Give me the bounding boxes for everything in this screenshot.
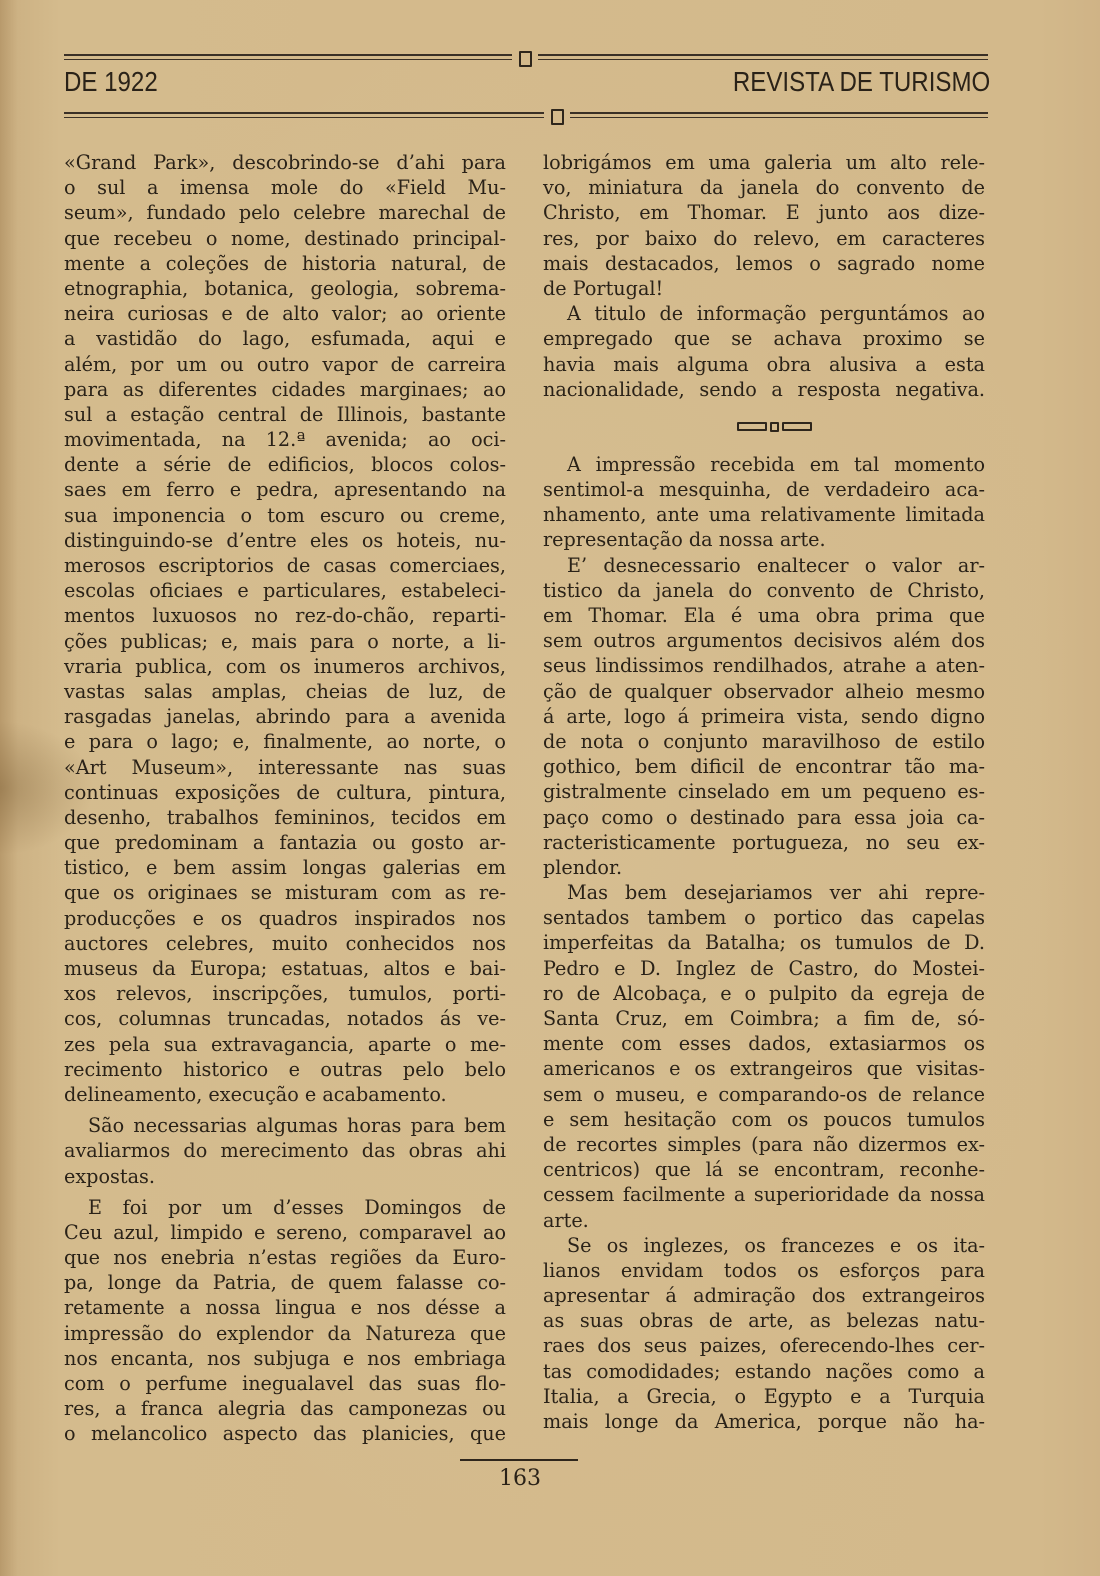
text-line: xos relevos, inscripções, tumulos, porti- <box>64 982 506 1006</box>
text-line: sem outros argumentos decisivos além dos <box>543 629 985 653</box>
text-line: paço como o destinado para essa joia ca- <box>543 805 985 829</box>
text-line: vo, miniatura da janela do convento de <box>543 176 985 200</box>
text-line: nhamento, ante uma relativamente limitada <box>543 503 985 527</box>
text-line: que predominam a fantazia ou gosto ar- <box>64 831 506 855</box>
text-line: tistico, e bem assim longas galerias em <box>64 856 506 880</box>
text-line: expostas. <box>64 1164 155 1188</box>
text-line: tas comodidades; estando nações como a <box>543 1359 985 1383</box>
text-line: ções publicas; e, mais para o norte, a li- <box>64 629 506 653</box>
text-line: Santa Cruz, em Coimbra; a fim de, só- <box>543 1007 985 1030</box>
text-line: com o perfume inegualavel das suas flo- <box>64 1372 506 1395</box>
text-line: racteristicamente portugueza, no seu ex- <box>543 830 985 854</box>
text-line: vraria publica, com os inumeros archivos, <box>64 654 506 678</box>
text-line: a vastidão do lago, esfumada, aqui e <box>64 327 506 351</box>
text-line: cos, columnas truncadas, notados ás ve- <box>64 1007 506 1031</box>
text-line: mentos luxuosos no rez-do-chão, reparti- <box>64 604 506 628</box>
text-line: etnographia, botanica, geologia, sobrema- <box>64 276 506 300</box>
right-column <box>543 150 985 1434</box>
text-line: sem o museu, e comparando-os de relance <box>543 1082 985 1106</box>
running-header-date: DE 1922 <box>64 66 158 97</box>
text-line: para as diferentes cidades marginaes; ao <box>64 377 506 401</box>
text-line: avaliarmos do merecimento das obras ahi <box>64 1139 506 1163</box>
text-line: dente a série de edificios, blocos colos- <box>64 453 506 477</box>
paragraph <box>543 301 985 402</box>
text-line: e sem hesitação com os poucos tumulos <box>543 1107 985 1131</box>
left-column <box>64 150 506 1447</box>
text-line: apresentar á admiração dos extrangeiros <box>543 1284 985 1308</box>
text-line: recimento historico e outras pelo belo <box>64 1057 506 1081</box>
text-line: sentimol-a mesquinha, de verdadeiro aca- <box>543 478 985 502</box>
text-line: res, por baixo do relevo, em caracteres <box>543 226 985 250</box>
text-line: pa, longe da Patria, de quem falasse co- <box>64 1271 506 1295</box>
text-line: mente com esses dados, extasiarmos os <box>543 1032 985 1056</box>
text-line: gothico, bem dificil de encontrar tão ma- <box>543 755 985 779</box>
text-line: A titulo de informação perguntámos ao <box>567 302 985 326</box>
text-line: nos encanta, nos subjuga e nos embriaga <box>64 1346 506 1370</box>
text-line: tistico da janela do convento de Christo, <box>543 578 985 602</box>
text-line: São necessarias algumas horas para bem <box>88 1114 506 1138</box>
text-line: Italia, a Grecia, o Egypto e a Turquia <box>543 1384 985 1408</box>
rule-ornament-icon <box>551 109 564 125</box>
rule-ornament-icon <box>519 51 532 67</box>
text-line: nacionalidade, sendo a resposta negativa. <box>543 377 985 401</box>
text-line: neira curiosas e de alto valor; ao oriente <box>64 302 506 326</box>
text-line: de nota o conjunto maravilhoso de estilo <box>543 729 985 753</box>
paragraph <box>543 452 985 553</box>
text-line: escolas oficiaes e particulares, estabeleci- <box>64 579 506 603</box>
text-line: ção de qualquer observador alheio mesmo <box>543 679 985 703</box>
text-line: zes pela sua extravagancia, aparte o me- <box>64 1032 506 1056</box>
text-line: o sul a imensa mole do «Field Mu- <box>64 176 506 200</box>
text-line: em Thomar. Ela é uma obra prima que <box>543 604 985 627</box>
text-line: sua imponencia o tom escuro ou creme, <box>64 503 506 527</box>
text-line: desenho, trabalhos femininos, tecidos em <box>64 805 506 829</box>
header-rule-bottom <box>64 112 988 120</box>
text-line: Mas bem desejariamos ver ahi repre- <box>567 881 985 905</box>
text-line: que nos enebria n’estas regiões da Euro- <box>64 1246 506 1270</box>
header-rule-top <box>64 54 988 62</box>
text-line: sul a estação central de Illinois, bastante <box>64 402 506 426</box>
page-number: 163 <box>499 1466 541 1491</box>
text-line: museus da Europa; estatuas, altos e bai- <box>64 957 506 980</box>
text-line: de recortes simples (para não dizermos ex- <box>543 1132 985 1156</box>
text-line: arte. <box>543 1208 589 1232</box>
text-line: merosos escriptorios de casas comerciaes, <box>64 554 506 577</box>
text-line: «Art Museum», interessante nas suas <box>64 755 506 779</box>
text-line: «Grand Park», descobrindo-se d’ahi para <box>64 151 506 174</box>
text-line: saes em ferro e pedra, apresentando na <box>64 478 506 502</box>
text-line: rasgadas janelas, abrindo para a avenida <box>64 705 506 729</box>
text-line: sentados tambem o portico das capelas <box>543 906 985 930</box>
text-line: além, por um ou outro vapor de carreira <box>64 352 506 376</box>
text-line: á arte, logo á primeira vista, sendo digno <box>543 704 985 728</box>
text-line: movimentada, na 12.ª avenida; ao oci- <box>64 428 506 452</box>
text-line: seus lindissimos rendilhados, atrahe a aten- <box>543 654 985 678</box>
text-line: E’ desnecessario enaltecer o valor ar- <box>567 553 985 577</box>
text-line: gistralmente cinselado em um pequeno es- <box>543 780 985 804</box>
text-line: Se os inglezes, os francezes e os ita- <box>567 1233 985 1257</box>
paragraph <box>64 1113 506 1189</box>
text-line: plendor. <box>543 855 623 879</box>
text-line: delineamento, execução e acabamento. <box>64 1082 447 1106</box>
text-line: mais destacados, lemos o sagrado nome <box>543 251 985 275</box>
text-line: que os originaes se misturam com as re- <box>64 881 506 905</box>
footer-rule <box>460 1459 578 1461</box>
text-line: havia mais alguma obra alusiva a esta <box>543 352 985 376</box>
paragraph <box>543 880 985 1233</box>
text-line: A impressão recebida em tal momento <box>567 452 985 476</box>
text-line: Ceu azul, limpido e sereno, comparavel ao <box>64 1220 506 1244</box>
text-line: mais longe da America, porque não ha- <box>543 1410 985 1433</box>
text-line: o melancolico aspecto das planicies, que <box>64 1422 506 1446</box>
paragraph <box>543 1233 985 1435</box>
paragraph <box>64 1195 506 1447</box>
text-line: vastas salas amplas, cheias de luz, de <box>64 679 506 703</box>
paragraph <box>543 553 985 880</box>
text-line: impressão do explendor da Natureza que <box>64 1321 506 1345</box>
text-line: cessem facilmente a superioridade da nossa <box>543 1183 985 1207</box>
text-line: Christo, em Thomar. E junto aos dize- <box>543 201 985 225</box>
text-line: centricos) que lá se encontram, reconhe- <box>543 1158 985 1182</box>
text-line: mente a coleções de historia natural, de <box>64 251 506 275</box>
text-line: producções e os quadros inspirados nos <box>64 906 506 930</box>
text-line: empregado que se achava proximo se <box>543 327 985 351</box>
text-line: continuas exposições de cultura, pintura, <box>64 780 506 804</box>
text-line: retamente a nossa lingua e nos désse a <box>64 1296 506 1320</box>
text-line: as suas obras de arte, as belezas natu- <box>543 1309 985 1333</box>
paragraph <box>64 150 506 1107</box>
text-line: lianos envidam todos os esforços para <box>543 1258 985 1282</box>
text-line: seum», fundado pelo celebre marechal de <box>64 201 506 225</box>
text-line: distinguindo-se d’entre eles os hoteis, nu- <box>64 528 506 552</box>
paragraph <box>543 150 985 301</box>
text-line: Pedro e D. Inglez de Castro, do Mostei- <box>543 956 985 980</box>
text-line: auctores celebres, muito conhecidos nos <box>64 931 506 955</box>
text-line: americanos e os extrangeiros que visitas- <box>543 1057 985 1081</box>
text-line: que recebeu o nome, destinado principal- <box>64 226 506 250</box>
text-line: de Portugal! <box>543 276 664 300</box>
text-line: res, a franca alegria das camponezas ou <box>64 1397 506 1421</box>
text-line: e para o lago; e, finalmente, ao norte, o <box>64 730 506 754</box>
text-line: representação da nossa arte. <box>543 528 826 552</box>
text-line: E foi por um d’esses Domingos de <box>88 1195 506 1219</box>
text-line: ro de Alcobaça, e o pulpito da egreja de <box>543 981 985 1005</box>
text-line: imperfeitas da Batalha; os tumulos de D. <box>543 931 985 955</box>
section-divider-ornament-icon <box>563 402 985 452</box>
text-line: raes dos seus paizes, oferecendo-lhes cer- <box>543 1334 985 1358</box>
running-header-title: REVISTA DE TURISMO <box>732 66 990 97</box>
text-line: lobrigámos em uma galeria um alto rele- <box>543 151 985 174</box>
